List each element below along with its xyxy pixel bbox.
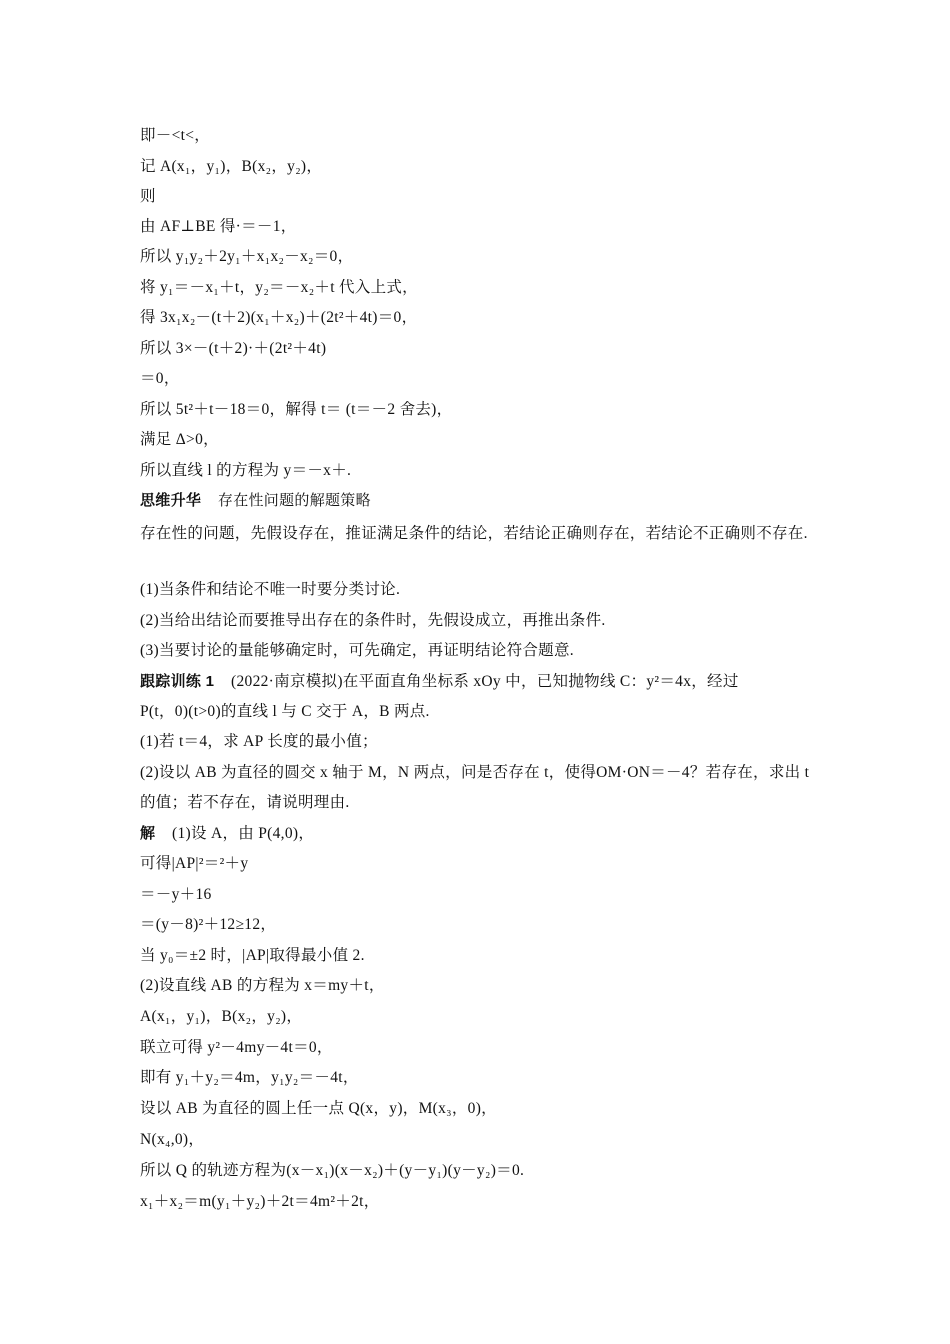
text-line: 将 y₁＝－x₁＋t，y₂＝－x₂＋t 代入上式， (140, 279, 418, 296)
practice-label: 跟踪训练 1 (140, 673, 215, 690)
solution-text: (1)设 A，由 P(4,0)， (172, 825, 315, 842)
summary-paragraph: 存在性的问题，先假设存在，推证满足条件的结论，若结论正确则存在，若结论不正确则不存在. (140, 525, 808, 542)
text-line: 所以 Q 的轨迹方程为(x－x₁)(x－x₂)＋(y－y₁)(y－y₂)＝0. (140, 1162, 525, 1179)
text-line: N(x₄,0)， (140, 1131, 205, 1148)
summary-heading (140, 491, 812, 511)
text-line: (2)设直线 AB 的方程为 x＝my＋t， (140, 977, 385, 994)
summary-title: 存在性问题的解题策略 (217, 492, 371, 509)
solution-label: 解 (140, 825, 156, 842)
text-line: 则 (140, 188, 156, 205)
text-line: (1)若 t＝4，求 AP 长度的最小值； (140, 733, 378, 750)
text-line: 所以 3×－(t＋2)·＋(2t²＋4t) (140, 340, 327, 357)
text-line: 设以 AB 为直径的圆上任一点 Q(x，y)，M(x₃，0)， (140, 1100, 497, 1117)
text-line: ＝(y－8)²＋12≥12， (140, 916, 277, 933)
practice-heading (140, 672, 812, 692)
text-line: 满足 Δ>0， (140, 431, 219, 448)
text-line: 由 AF⊥BE 得·＝－1， (140, 218, 297, 235)
text-line: 所以 5t²＋t－18＝0，解得 t＝ (t＝－2 舍去)， (140, 401, 453, 418)
text-line: (3)当要讨论的量能够确定时，可先确定，再证明结论符合题意. (140, 642, 574, 659)
text-line: x₁＋x₂＝m(y₁＋y₂)＋2t＝4m²＋2t， (140, 1193, 380, 1210)
solution-heading (140, 824, 812, 844)
text-line: 所以 y₁y₂＋2y₁＋x₁x₂－x₂＝0， (140, 248, 354, 265)
question-part-2: (2)设以 AB 为直径的圆交 x 轴于 M，N 两点，问是否存在 t，使得OM·ON＝－4？若存在，求出 t 的值；若不存在，请说明理由. (140, 764, 810, 811)
text-line: 所以直线 l 的方程为 y＝－x＋. (140, 462, 352, 479)
text-line: (1)当条件和结论不唯一时要分类讨论. (140, 581, 401, 598)
text-line: ＝0， (140, 370, 180, 387)
text-line: (2)当给出结论而要推导出存在的条件时，先假设成立，再推出条件. (140, 612, 606, 629)
text-line: A(x₁，y₁)，B(x₂，y₂)， (140, 1008, 303, 1025)
text-line: 当 y₀＝±2 时，|AP|取得最小值 2. (140, 947, 365, 964)
text-line: 记 A(x₁，y₁)，B(x₂，y₂)， (140, 158, 323, 175)
text-line: 即－<t<， (140, 127, 211, 144)
text-line: 得 3x₁x₂－(t＋2)(x₁＋x₂)＋(2t²＋4t)＝0， (140, 309, 418, 326)
text-line: 可得|AP|²＝²＋y (140, 855, 249, 872)
text-line: 即有 y₁＋y₂＝4m，y₁y₂＝－4t， (140, 1069, 359, 1086)
summary-label: 思维升华 (140, 492, 202, 509)
practice-text: (2022·南京模拟)在平面直角坐标系 xOy 中，已知抛物线 C：y²＝4x，经过 (231, 673, 739, 690)
text-line: ＝－y＋16 (140, 886, 212, 903)
text-line: P(t，0)(t>0)的直线 l 与 C 交于 A，B 两点. (140, 703, 430, 720)
text-line: 联立可得 y²－4my－4t＝0， (140, 1039, 333, 1056)
